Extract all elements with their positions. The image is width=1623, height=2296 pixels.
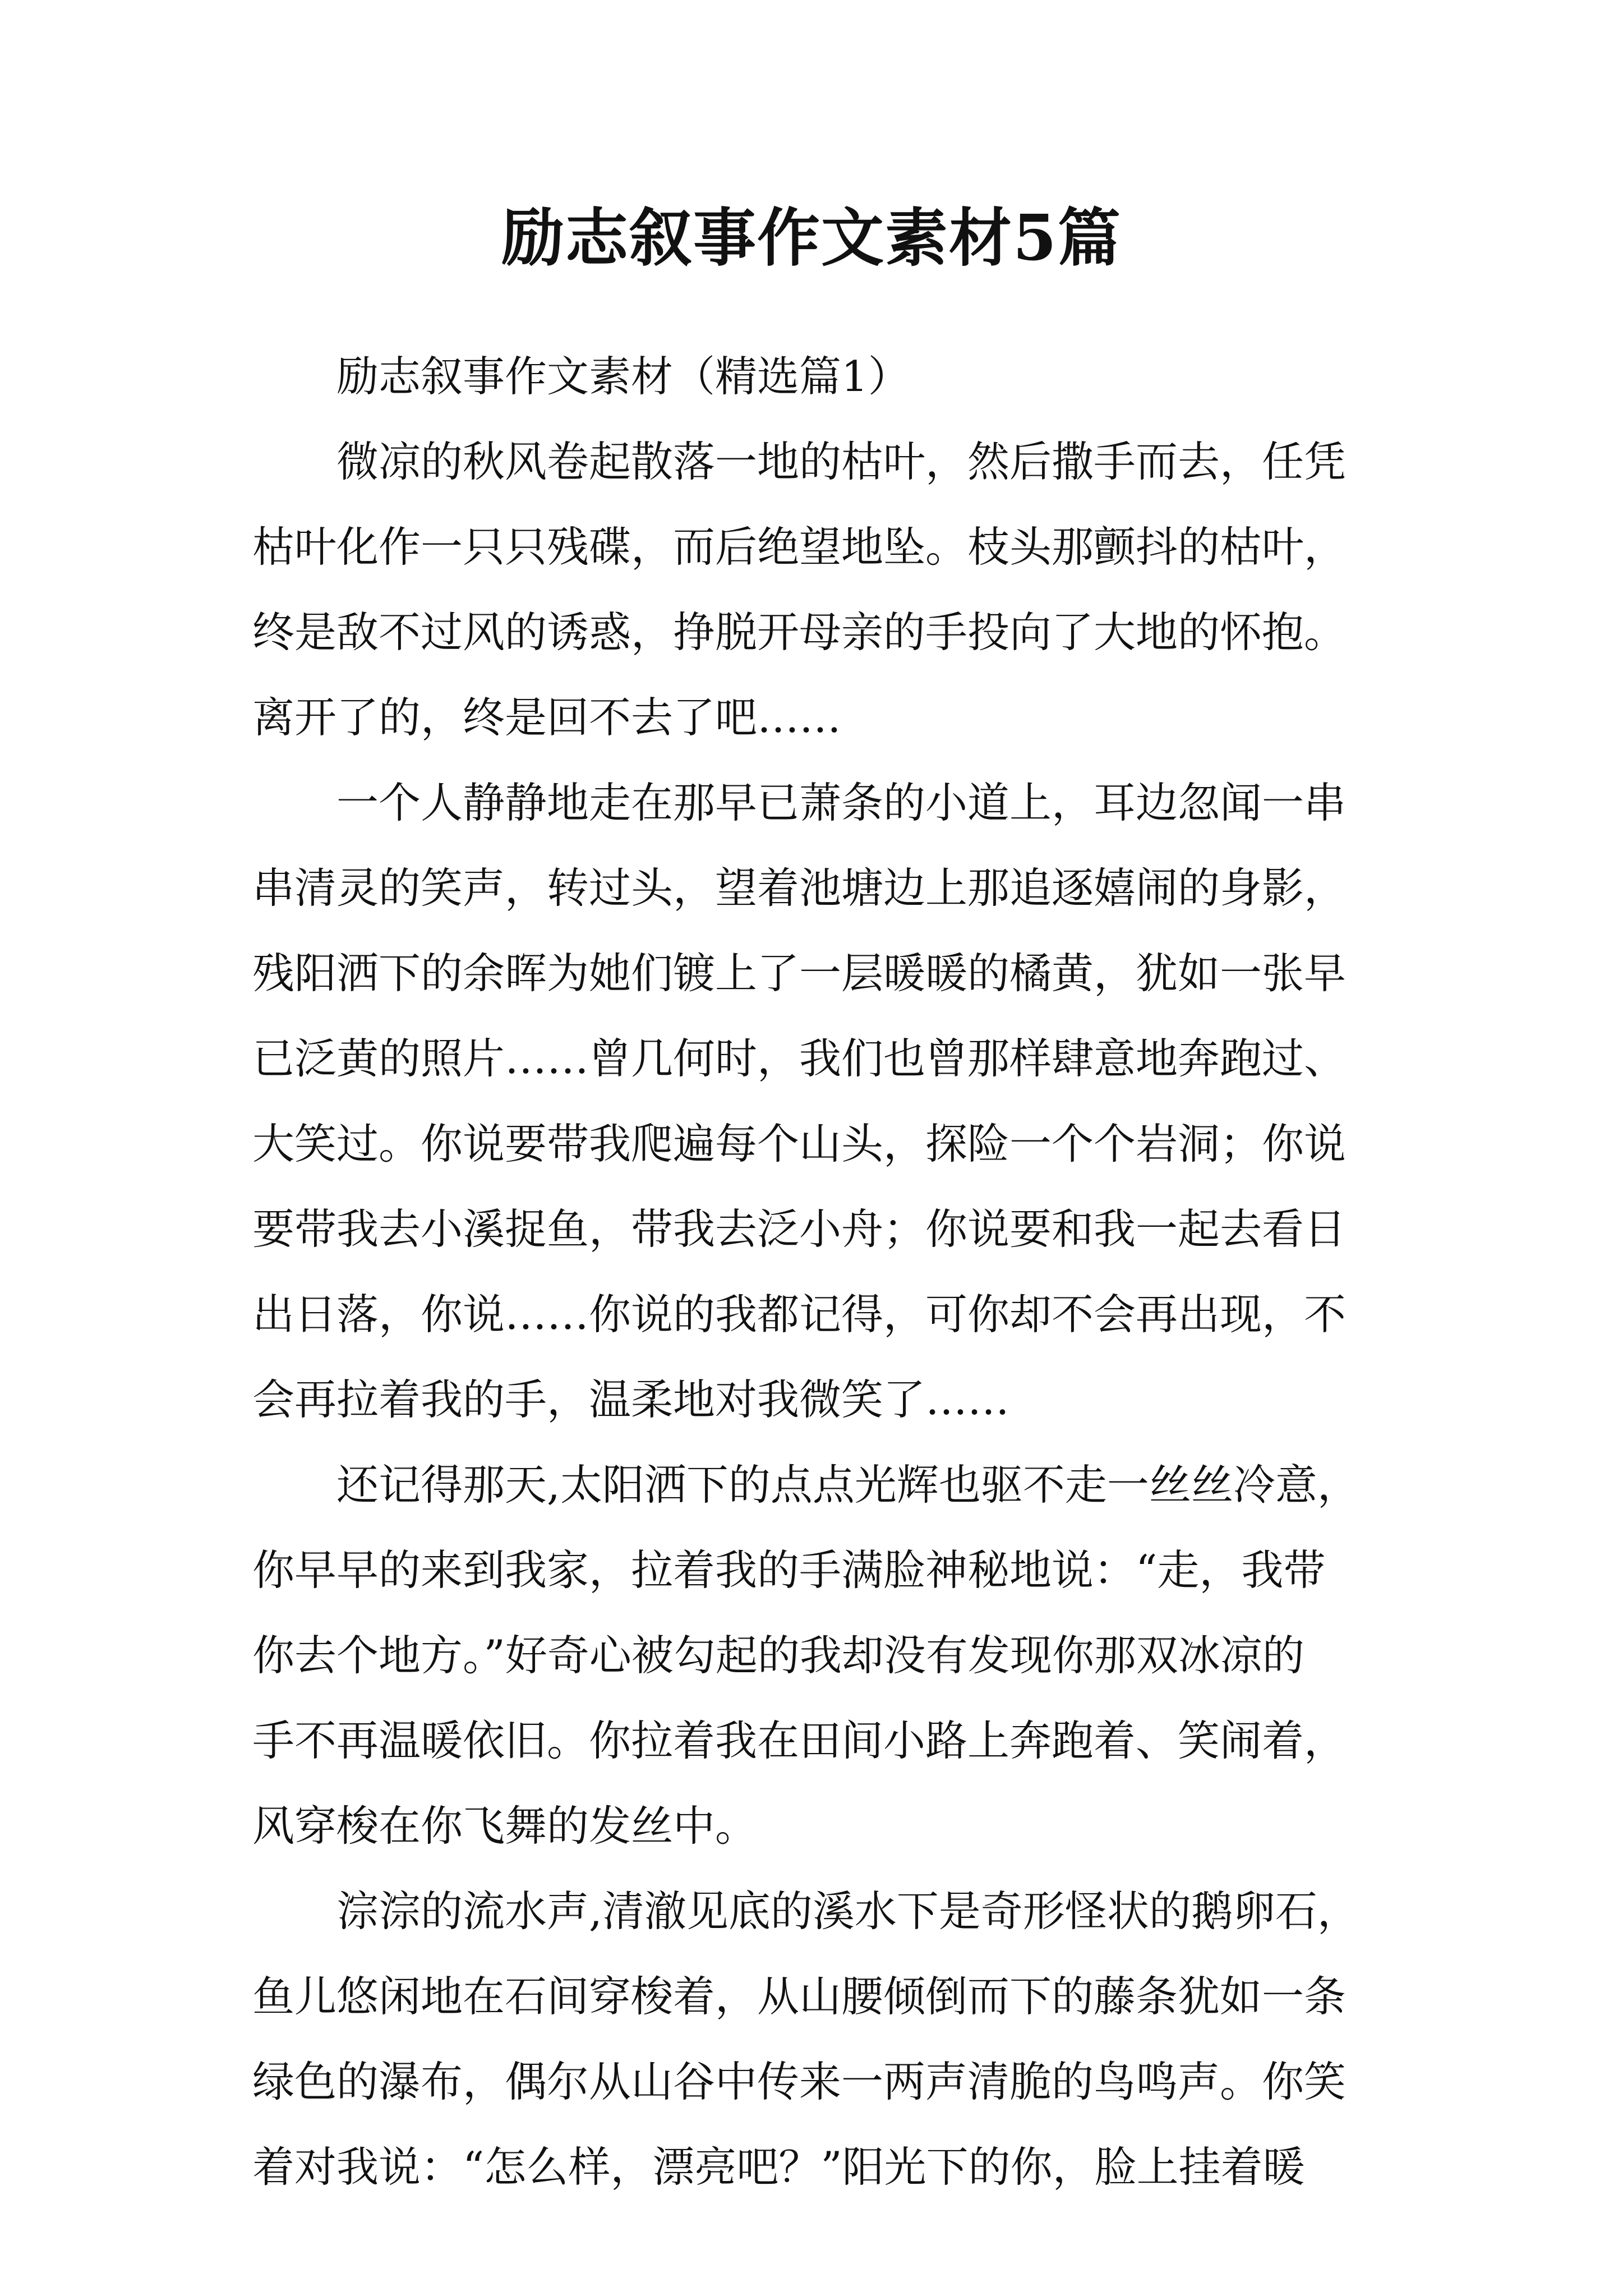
paragraph-line: 枯叶化作一只只残碟，而后绝望地坠。枝头那颤抖的枯叶， — [252, 522, 1347, 572]
paragraph-2 — [252, 760, 1396, 1442]
paragraph-3 — [252, 1442, 1396, 1869]
document-body — [252, 334, 1396, 2210]
paragraph-line: 一个人静静地走在那早已萧条的小道上，耳边忽闻一串 — [336, 778, 1347, 827]
paragraph-line: 大笑过。你说要带我爬遍每个山头，探险一个个岩洞；你说 — [252, 1119, 1347, 1168]
paragraph-line: 你去个地方。”好奇心被勾起的我却没有发现你那双冰凉的 — [252, 1631, 1304, 1680]
paragraph-line: 终是敌不过风的诱惑，挣脱开母亲的手投向了大地的怀抱。 — [252, 608, 1347, 657]
paragraph-1 — [252, 419, 1396, 760]
paragraph-line: 淙淙的流水声,清澈见底的溪水下是奇形怪状的鹅卵石， — [336, 1887, 1359, 1936]
paragraph-line: 离开了的，终是回不去了吧…… — [252, 693, 842, 742]
paragraph-4 — [252, 1869, 1396, 2210]
paragraph-line: 微凉的秋风卷起散落一地的枯叶，然后撒手而去，任凭 — [336, 437, 1347, 486]
paragraph-line: 会再拉着我的手，温柔地对我微笑了…… — [252, 1375, 1010, 1424]
paragraph-line: 出日落，你说……你说的我都记得，可你却不会再出现，不 — [252, 1290, 1347, 1339]
paragraph-line: 手不再温暖依旧。你拉着我在田间小路上奔跑着、笑闹着， — [252, 1716, 1347, 1765]
paragraph-line: 鱼儿悠闲地在石间穿梭着，从山腰倾倒而下的藤条犹如一条 — [252, 1972, 1347, 2021]
paragraph-line: 已泛黄的照片……曾几何时，我们也曾那样肆意地奔跑过、 — [252, 1034, 1347, 1083]
paragraph-line: 还记得那天,太阳洒下的点点光辉也驱不走一丝丝冷意， — [336, 1460, 1359, 1510]
paragraph-line: 残阳洒下的余晖为她们镀上了一层暖暖的橘黄，犹如一张早 — [252, 949, 1347, 998]
paragraph-line: 风穿梭在你飞舞的发丝中。 — [252, 1801, 758, 1851]
paragraph-line: 串清灵的笑声，转过头，望着池塘边上那追逐嬉闹的身影， — [252, 863, 1347, 913]
paragraph-line: 绿色的瀑布，偶尔从山谷中传来一两声清脆的鸟鸣声。你笑 — [252, 2057, 1347, 2106]
document-title: 励志叙事作文素材5篇 — [501, 201, 1122, 275]
section-heading: 励志叙事作文素材（精选篇1） — [336, 352, 910, 401]
paragraph-line: 你早早的来到我家，拉着我的手满脸神秘地说：“走，我带 — [252, 1545, 1326, 1595]
paragraph-line: 要带我去小溪捉鱼，带我去泛小舟；你说要和我一起去看日 — [252, 1204, 1347, 1254]
paragraph-line: 着对我说：“怎么样，漂亮吧？”阳光下的你，脸上挂着暖 — [252, 2142, 1305, 2192]
